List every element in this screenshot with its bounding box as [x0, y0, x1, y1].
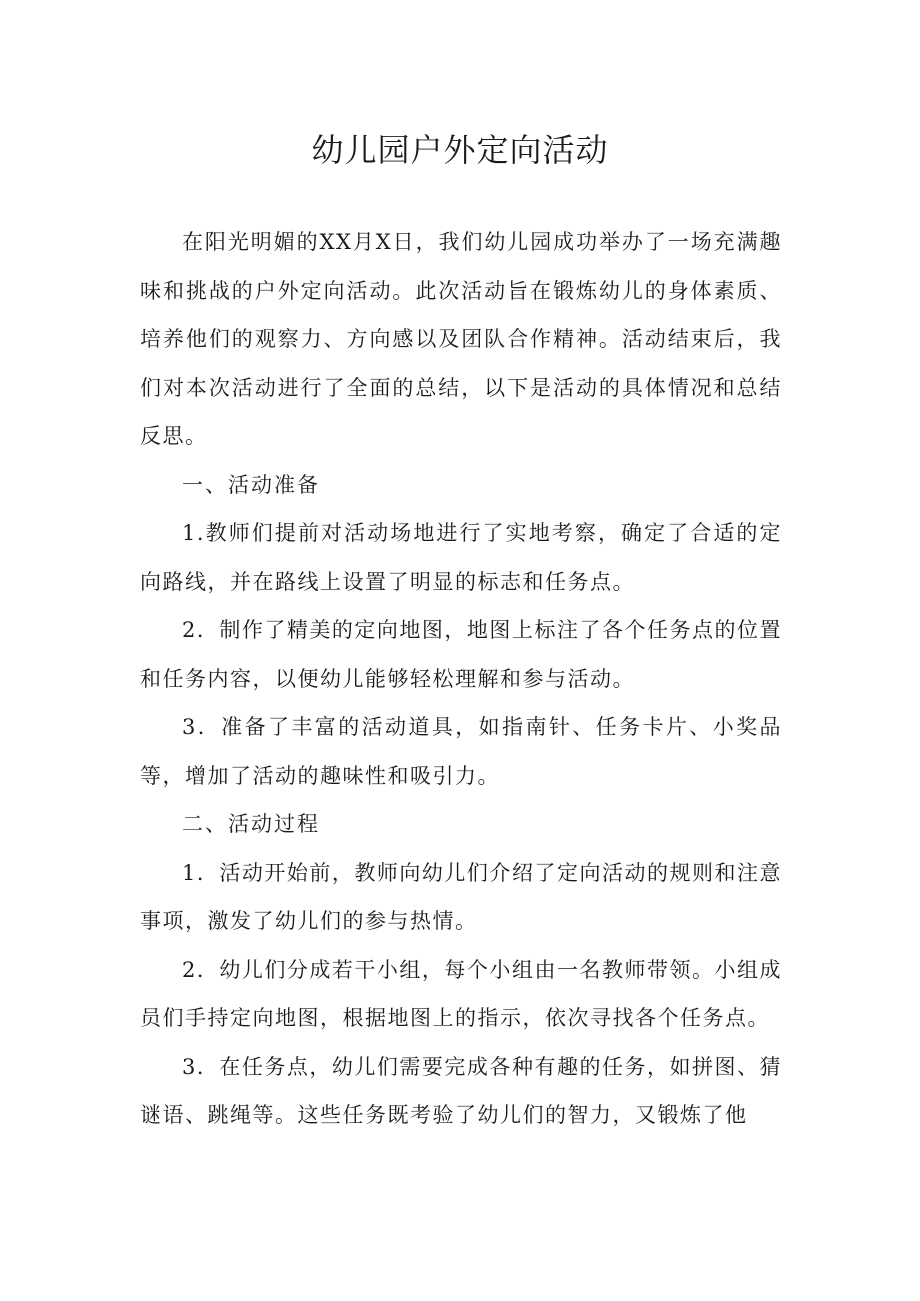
process-item-2: 2．幼儿们分成若干小组，每个小组由一名教师带领。小组成员们手持定向地图，根据地图上的指示，依次寻找各个任务点。 — [140, 957, 782, 1030]
document-title: 幼儿园户外定向活动 — [311, 131, 609, 169]
process-item-3: 3．在任务点，幼儿们需要完成各种有趣的任务，如拼图、猜谜语、跳绳等。这些任务既考验了幼儿们的智力，又锻炼了他 — [140, 1054, 782, 1127]
preparation-item-2: 2．制作了精美的定向地图，地图上标注了各个任务点的位置和任务内容，以便幼儿能够轻松理解和参与活动。 — [140, 618, 782, 691]
document-body — [140, 218, 782, 1140]
preparation-item-1: 1.教师们提前对活动场地进行了实地考察，确定了合适的定向路线，并在路线上设置了明显的标志和任务点。 — [140, 521, 782, 594]
section-heading-process: 二、活动过程 — [182, 812, 320, 836]
intro-paragraph: 在阳光明媚的XX月X日，我们幼儿园成功举办了一场充满趣味和挑战的户外定向活动。此次活动旨在锻炼幼儿的身体素质、培养他们的观察力、方向感以及团队合作精神。活动结束后，我们对本次活动进行了全面的总结，以下是活动的具体情况和总结反思。 — [140, 230, 782, 448]
section-heading-preparation: 一、活动准备 — [182, 472, 320, 497]
preparation-item-3: 3．准备了丰富的活动道具，如指南针、任务卡片、小奖品等，增加了活动的趣味性和吸引力。 — [140, 715, 782, 788]
process-item-1: 1．活动开始前，教师向幼儿们介绍了定向活动的规则和注意事项，激发了幼儿们的参与热情。 — [140, 860, 782, 933]
